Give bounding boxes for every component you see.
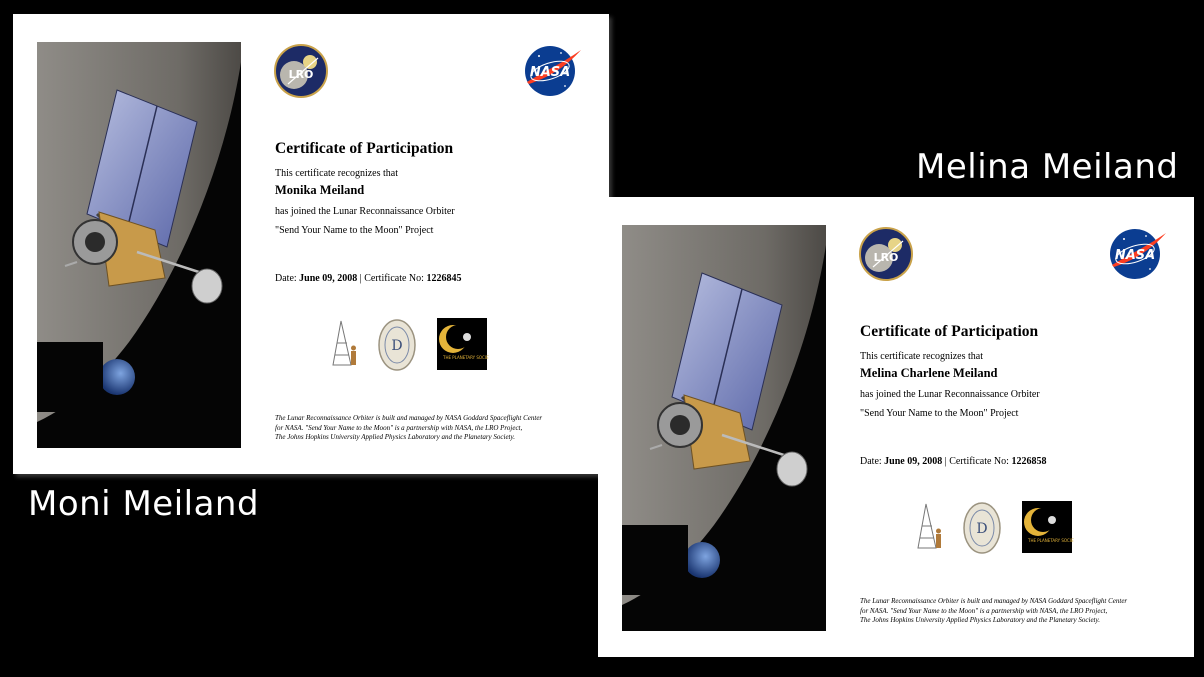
cert-no-label: Certificate No: [364,273,424,284]
footer-note [275,414,542,443]
participant-name: Monika Meiland [275,183,365,197]
certificate-title: Certificate of Participation [860,323,1039,340]
partner-logos [327,317,489,373]
planetary-society-icon [437,318,489,370]
svg-text:NASA: NASA [1114,248,1156,263]
certificate-1 [13,14,609,474]
recognizes-text: This certificate recognizes that [860,351,983,362]
svg-text:LRO: LRO [873,251,899,264]
footer-line-3: The Johns Hopkins University Applied Physics Laboratory and the Planetary Society. [275,433,515,441]
nasa-logo-icon [521,44,583,98]
nasa-logo-icon [1106,227,1168,281]
lro-spacecraft-photo [622,225,826,631]
date-value: June 09, 2008 [299,273,358,284]
separator: | [359,273,362,284]
date-value: June 09, 2008 [884,456,943,467]
partner-logos [912,500,1074,556]
recognizes-text: This certificate recognizes that [275,168,398,179]
date-line [860,456,1046,467]
cert-no-label: Certificate No: [949,456,1009,467]
lro-spacecraft-photo [37,42,241,448]
apl-tower-icon [918,504,941,548]
cert-no-value: 1226858 [1011,456,1047,467]
cert-no-value: 1226845 [426,273,462,284]
participant-name: Melina Charlene Meiland [860,366,998,380]
svg-text:THE PLANETARY SOCIETY: THE PLANETARY SOCIETY [1028,538,1074,543]
svg-text:D: D [976,521,988,537]
joined-text: has joined the Lunar Reconnaissance Orbiter [275,206,455,217]
footer-line-2: for NASA. "Send Your Name to the Moon" is a partnership with NASA, the LRO Project, [275,423,523,432]
svg-text:THE PLANETARY SOCIETY: THE PLANETARY SOCIETY [443,355,489,360]
svg-text:NASA: NASA [529,65,571,80]
certificate-2 [598,197,1194,657]
date-label: Date: [275,273,297,284]
project-text: "Send Your Name to the Moon" Project [860,408,1019,419]
planetary-society-icon [1022,501,1074,553]
footer-note [860,597,1127,626]
svg-text:LRO: LRO [288,68,314,81]
footer-line-1: The Lunar Reconnaissance Orbiter is built and managed by NASA Goddard Spaceflight Center [275,414,543,422]
jhu-apl-seal-icon [964,503,1000,553]
footer-line-3: The Johns Hopkins University Applied Physics Laboratory and the Planetary Society. [860,616,1100,624]
jhu-apl-seal-icon [379,320,415,370]
svg-text:D: D [391,338,403,354]
joined-text: has joined the Lunar Reconnaissance Orbiter [860,389,1040,400]
lro-logo-icon [274,44,328,98]
date-line [275,273,461,284]
footer-line-1: The Lunar Reconnaissance Orbiter is built and managed by NASA Goddard Spaceflight Center [860,597,1128,605]
footer-line-2: for NASA. "Send Your Name to the Moon" is a partnership with NASA, the LRO Project, [860,606,1108,615]
apl-tower-icon [333,321,356,365]
certificate-title: Certificate of Participation [275,140,454,157]
project-text: "Send Your Name to the Moon" Project [275,225,434,236]
separator: | [944,456,947,467]
date-label: Date: [860,456,882,467]
caption-right: Melina Meiland [916,147,1179,187]
caption-left: Moni Meiland [28,484,260,524]
lro-logo-icon [859,227,913,281]
